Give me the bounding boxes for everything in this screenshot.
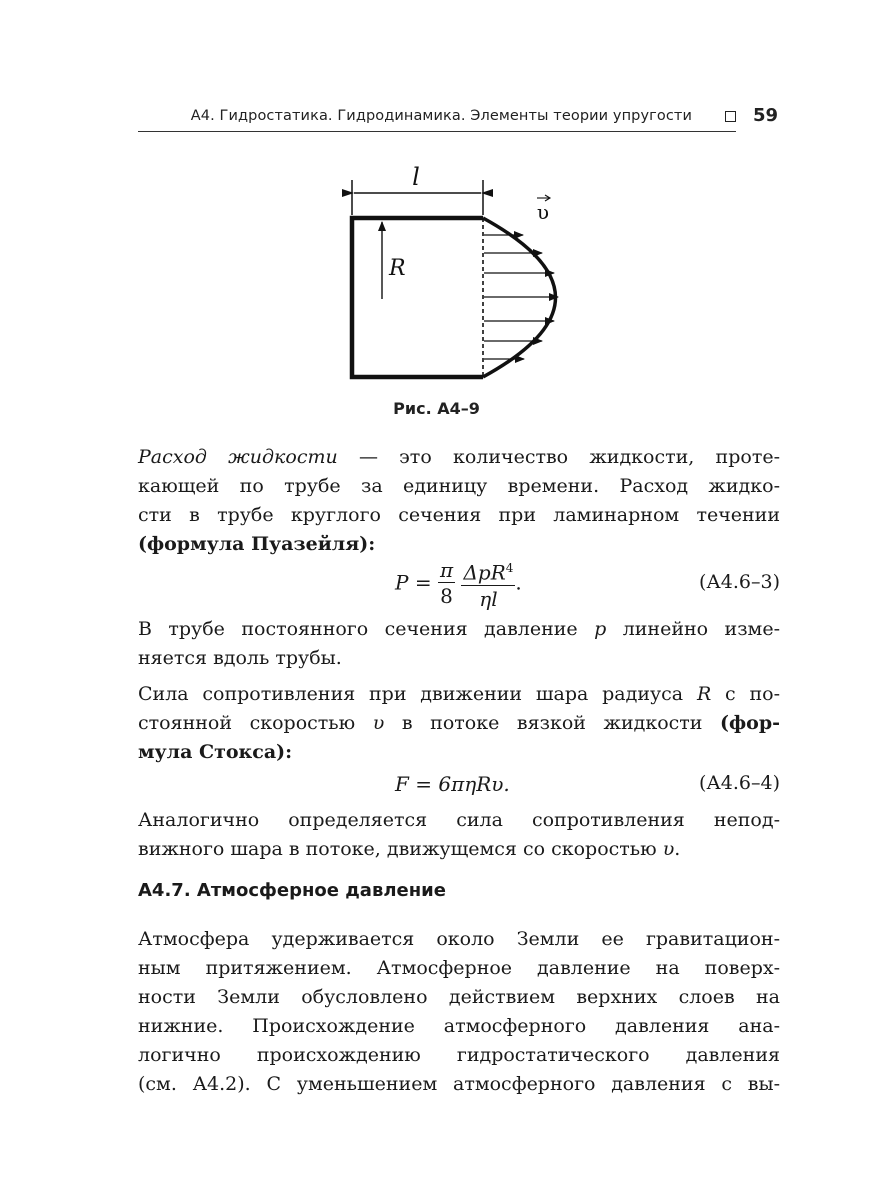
text-span: линейно изме- [606, 618, 780, 640]
text-span: В трубе постоянного сечения давление [138, 618, 595, 640]
fraction-numerator: π [439, 558, 454, 583]
symbol-velocity: υ [372, 712, 385, 734]
text-line: Атмосфера удерживается около Земли ее гравитацион- [138, 928, 780, 950]
label-radius: R [389, 256, 406, 281]
term-flow-rate: Расход жидкости [138, 446, 338, 468]
paragraph-flow-rate [138, 443, 780, 559]
text-line [138, 835, 780, 864]
figure-flow-profile [330, 155, 590, 395]
text-line: логично происхождению гидростатического давления [138, 1044, 780, 1066]
text-line [138, 680, 780, 709]
paragraph-atmosphere [138, 925, 780, 1099]
page-number: 59 [752, 105, 778, 126]
label-velocity: υ [536, 200, 550, 224]
text-line-bold: (формула Пуазейля): [138, 533, 376, 555]
running-header [138, 104, 780, 130]
text-line: (см. А4.2). С уменьшением атмосферного давления с вы- [138, 1073, 780, 1095]
symbol-R: R [696, 683, 712, 705]
text-span: с по- [711, 683, 780, 705]
formula-period: . [515, 570, 522, 595]
header-title: А4. Гидростатика. Гидродинамика. Элементы теории упругости [190, 108, 692, 124]
text-line-bold: мула Стокса): [138, 741, 293, 763]
paragraph-pressure [138, 615, 780, 673]
text-line: няется вдоль трубы. [138, 647, 342, 669]
formula-poiseuille [395, 556, 522, 612]
text-line [138, 709, 780, 738]
fraction-denominator: ηl [479, 586, 498, 611]
text-span: в потоке вязкой жидкости [384, 712, 721, 734]
fraction-denominator: 8 [440, 584, 453, 609]
text-line: Аналогично определяется сила сопротивления непод- [138, 809, 780, 831]
formula-stokes: F = 6πηRυ. [395, 772, 510, 796]
square-bullet-icon [725, 111, 736, 122]
text-span: Сила сопротивления при движении шара радиуса [138, 683, 697, 705]
text-span: . [674, 838, 681, 860]
text-line: кающей по трубе за единицу времени. Расход жидко- [138, 475, 780, 497]
text-span-bold: (фор- [720, 712, 780, 734]
paragraph-stokes [138, 680, 780, 767]
exponent: 4 [505, 561, 514, 575]
text-line [138, 615, 780, 644]
symbol-p: p [594, 618, 607, 640]
flow-diagram [330, 155, 590, 395]
text-span: вижного шара в потоке, движущемся со скоростью [138, 838, 663, 860]
text-line [138, 443, 780, 472]
header-divider [138, 131, 736, 132]
section-heading: А4.7. Атмосферное давление [138, 880, 446, 901]
formula-lhs: P = [395, 570, 432, 595]
label-length: l [412, 163, 420, 191]
pipe-outline [352, 218, 483, 377]
text-line: нижние. Происхождение атмосферного давления ана- [138, 1015, 780, 1037]
fraction-pi-8 [438, 558, 455, 609]
numerator-text: ΔpR [463, 560, 506, 585]
figure-caption: Рис. А4–9 [393, 399, 480, 418]
text-line: сти в трубе круглого сечения при ламинарном течении [138, 504, 780, 526]
text-span: стоянной скоростью [138, 712, 373, 734]
equation-number: (А4.6–4) [698, 772, 780, 794]
fraction-numerator [461, 556, 515, 586]
equation-number: (А4.6–3) [698, 571, 780, 593]
fraction-main [461, 556, 515, 612]
text-line: ности Земли обусловлено действием верхних слоев на [138, 986, 780, 1008]
paragraph-analogous [138, 806, 780, 864]
text-span: — это количество жидкости, проте- [337, 446, 781, 468]
text-line: ным притяжением. Атмосферное давление на поверх- [138, 957, 780, 979]
symbol-velocity: υ [662, 838, 675, 860]
